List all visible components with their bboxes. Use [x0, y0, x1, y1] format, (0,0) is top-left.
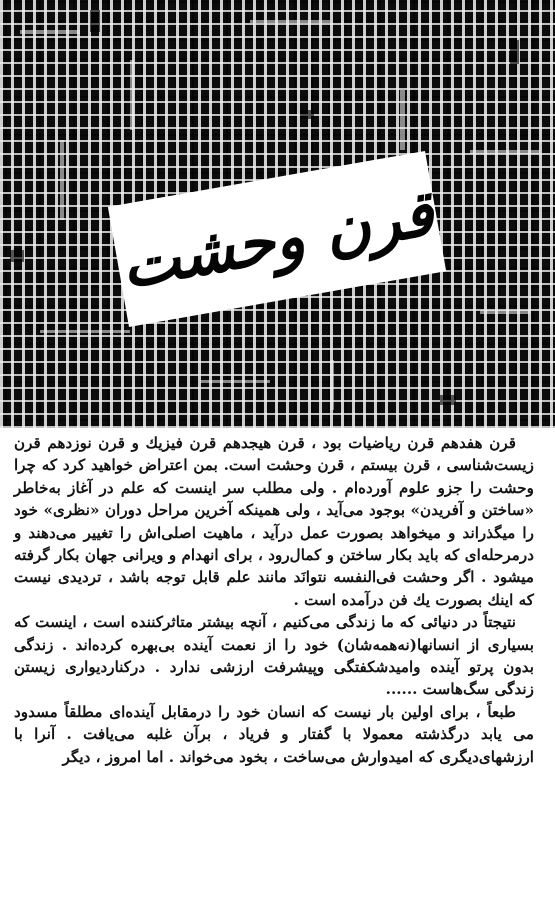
- paragraph-1: قرن هفدهم قرن ریاضیات بود ، قرن هیجدهم قرن فیزیك و قرن نوزدهم قرن زیست‌شناسی ، قرن بیستم ، قرن وحشت است. بمن اعتراض خواهید کرد که چرا وحشت را جزو علوم آورده‌ام . ولی مطلب سر اینست که علم در آغاز به‌خاطر «ساختن و آفریدن» بوجود می‌آید ، ولی همینکه آخرین مراحل دوران «نظری» خود را میگذراند و میخواهد بصورت عمل درآید ، ماهیت اصلی‌اش را تغییر می‌دهند و درمرحله‌ای که باید بکار ساختن و کمال‌رود ، برای انهدام و ویرانی جهان بکار گرفته میشود . اگر وحشت فی‌النفسه نتوانَد مانند علم قابل توجه باشد ، تردیدی نیست که اینك بصورت یك فن درآمده است .: [14, 434, 534, 609]
- article-body: [14, 432, 534, 912]
- article-title: قرن وحشت: [115, 175, 439, 303]
- header-texture-image: [0, 0, 555, 428]
- paragraph-3: طبعاً ، برای اولین بار نیست که انسان خود را درمقابل آینده‌ای مطلقاً مسدود می یابد درگذشته معمولا با گفتار و فریاد ، برآن غلبه می‌یافت . آنرا با ارزشهای‌دیگری که امیدوارش می‌ساخت ، بخود می‌خواند . اما امروز ، دیگر: [14, 702, 534, 766]
- paragraph-2: نتیجتاً در دنیائی که ما زندگی می‌کنیم ، آنچه بیشتر متاثرکننده است ، اینست که بسیاری از انسانها(نه‌همه‌شان) خود را از نعمت آینده بی‌بهره کرده‌اند . زندگی بدون پرتو آینده وامیدشکفتگی وپیشرفت ارزشی ندارد . درکنارديواری زیستن زندگی سگ‌هاست ......: [14, 613, 534, 699]
